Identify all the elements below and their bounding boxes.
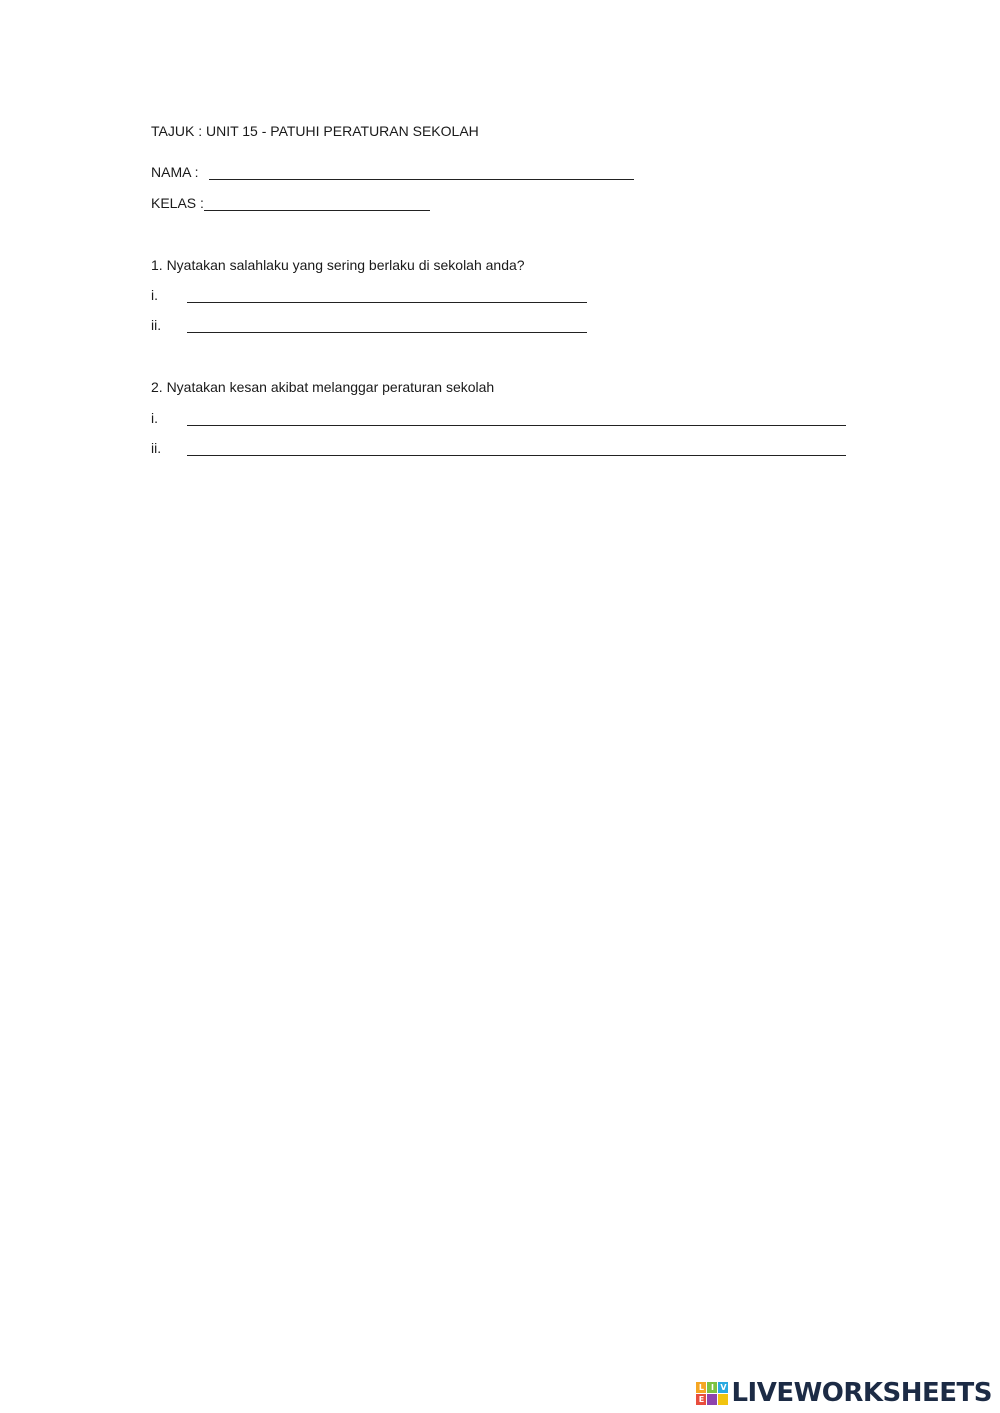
logo-tile: L xyxy=(696,1382,706,1393)
logo-tile: V xyxy=(720,1382,727,1392)
class-label: KELAS : xyxy=(151,195,204,211)
logo-tile: E xyxy=(696,1394,706,1405)
question-1-answer-i[interactable] xyxy=(187,302,587,303)
name-answer-field[interactable] xyxy=(209,179,634,180)
worksheet-title: TAJUK : UNIT 15 - PATUHI PERATURAN SEKOLAH xyxy=(151,123,479,139)
question-2-item-ii-label: ii. xyxy=(151,440,162,456)
name-label: NAMA : xyxy=(151,164,199,180)
liveworksheets-logo xyxy=(696,1378,992,1408)
logo-tile xyxy=(707,1394,717,1405)
logo-tile: I xyxy=(707,1382,717,1393)
question-2-text: 2. Nyatakan kesan akibat melanggar peraturan sekolah xyxy=(151,379,495,395)
logo-wordmark: LIVEWORKSHEETS xyxy=(731,1378,992,1408)
class-answer-field[interactable] xyxy=(204,210,430,211)
question-1-text: 1. Nyatakan salahlaku yang sering berlaku di sekolah anda? xyxy=(151,257,525,273)
question-1-item-i-label: i. xyxy=(151,287,158,303)
logo-mark-icon xyxy=(696,1382,728,1405)
question-1-answer-ii[interactable] xyxy=(187,332,587,333)
question-1-item-ii-label: ii. xyxy=(151,317,162,333)
question-2-answer-i[interactable] xyxy=(187,425,846,426)
question-2-answer-ii[interactable] xyxy=(187,455,846,456)
question-2-item-i-label: i. xyxy=(151,410,158,426)
logo-tile xyxy=(718,1394,728,1405)
